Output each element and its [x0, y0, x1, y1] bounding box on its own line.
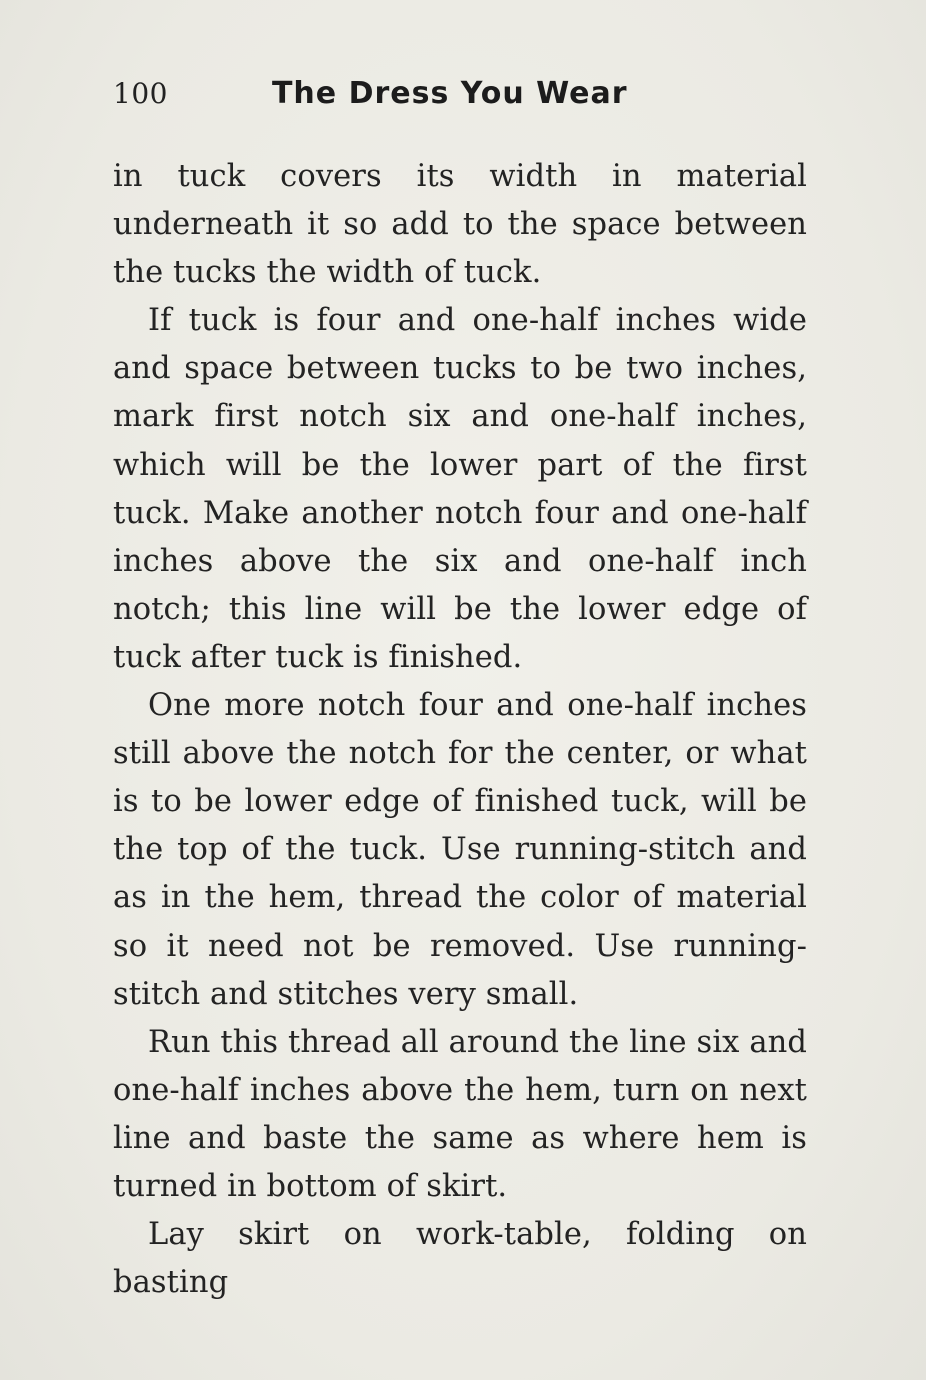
paragraph-3: One more notch four and one-half inches still above the notch for the center, or what is to be lower edge of finished tuck, will be the top of the tuck. Use running-stitch and as in the hem, thread the color of material so it need not be removed. Use running-stitch and stitches very small.: [113, 688, 807, 1012]
page-number: 100: [113, 77, 168, 110]
body-text: [113, 153, 807, 1307]
paragraph-1: in tuck covers its width in material underneath it so add to the space between the tucks the width of tuck.: [113, 159, 807, 291]
paragraph-5: Lay skirt on work-table, folding on basting: [113, 1217, 807, 1301]
running-head: The Dress You Wear: [271, 76, 628, 111]
paragraph-2: If tuck is four and one-half inches wide and space between tucks to be two inches, mark first notch six and one-half inches, which will be the lower part of the first tuck. Make another notch four and one-half inches above the six and one-half inch notch; this line will be the lower edge of tuck after tuck is finished.: [113, 303, 807, 675]
paragraph-4: Run this thread all around the line six and one-half inches above the hem, turn on next line and baste the same as where hem is turned in bottom of skirt.: [113, 1024, 807, 1204]
page-header: [113, 76, 813, 124]
